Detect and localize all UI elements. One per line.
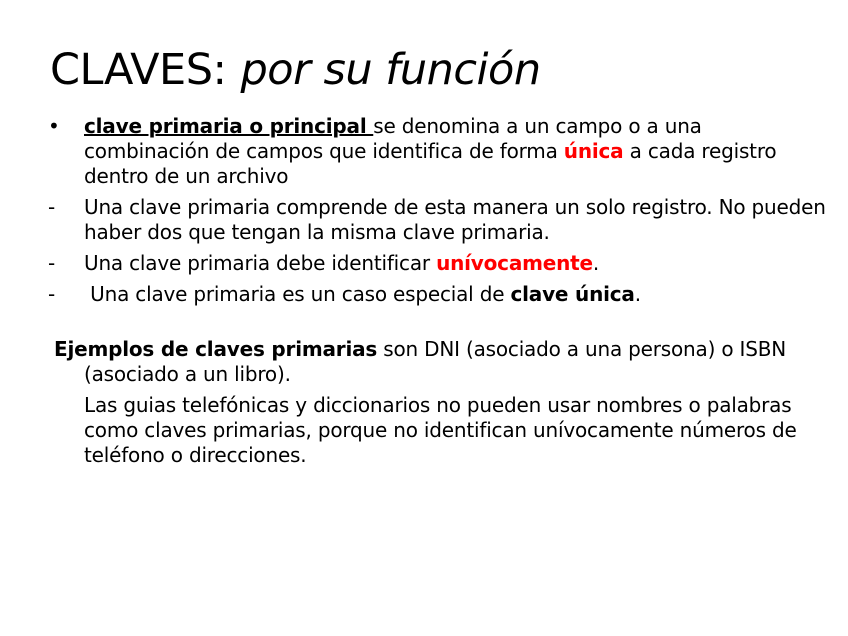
- definition-text: se denomina a un campo o a una combinación de campos que identifica de forma: [84, 114, 702, 163]
- definition-text-end: a cada registro dentro de un archivo: [84, 139, 777, 188]
- term-unique-key: clave única: [510, 282, 635, 306]
- dash-item-univocally: [48, 251, 828, 276]
- highlight-univocamente: unívocamente: [436, 251, 593, 275]
- title-italic: por su función: [240, 45, 541, 95]
- dash-item-period: .: [592, 251, 600, 275]
- term-primary-key: clave primaria o principal: [84, 114, 374, 138]
- dash-item-unique-key: [48, 282, 828, 307]
- slide-title: [50, 42, 541, 98]
- bullet-primary-key-definition: [48, 114, 828, 189]
- dash-item-text: Una clave primaria debe identificar: [84, 251, 437, 275]
- dash-item-period: .: [634, 282, 641, 306]
- highlight-unica: única: [563, 139, 624, 163]
- examples-text: son DNI (asociado a una persona) o ISBN (asociado a un libro).: [84, 337, 787, 386]
- bullet-icon: •: [48, 114, 60, 138]
- examples-paragraph: [48, 337, 828, 387]
- examples-heading: Ejemplos de claves primarias: [54, 337, 378, 361]
- slide-body: [48, 114, 828, 468]
- dash-item-text: Una clave primaria comprende de esta manera un solo registro. No pueden haber dos que tengan la misma clave primaria.: [84, 195, 826, 244]
- dash-marker: -: [48, 195, 56, 219]
- dash-marker: -: [48, 251, 56, 275]
- dash-item-text: Una clave primaria es un caso especial de: [84, 282, 511, 306]
- title-main: CLAVES:: [50, 45, 227, 95]
- dash-marker: -: [48, 282, 56, 306]
- dash-item-one-record: [48, 195, 828, 245]
- guides-text: Las guias telefónicas y diccionarios no pueden usar nombres o palabras como claves primarias, porque no identifican unívocamente números de teléfono o direcciones.: [84, 393, 797, 467]
- guides-paragraph: [48, 393, 828, 468]
